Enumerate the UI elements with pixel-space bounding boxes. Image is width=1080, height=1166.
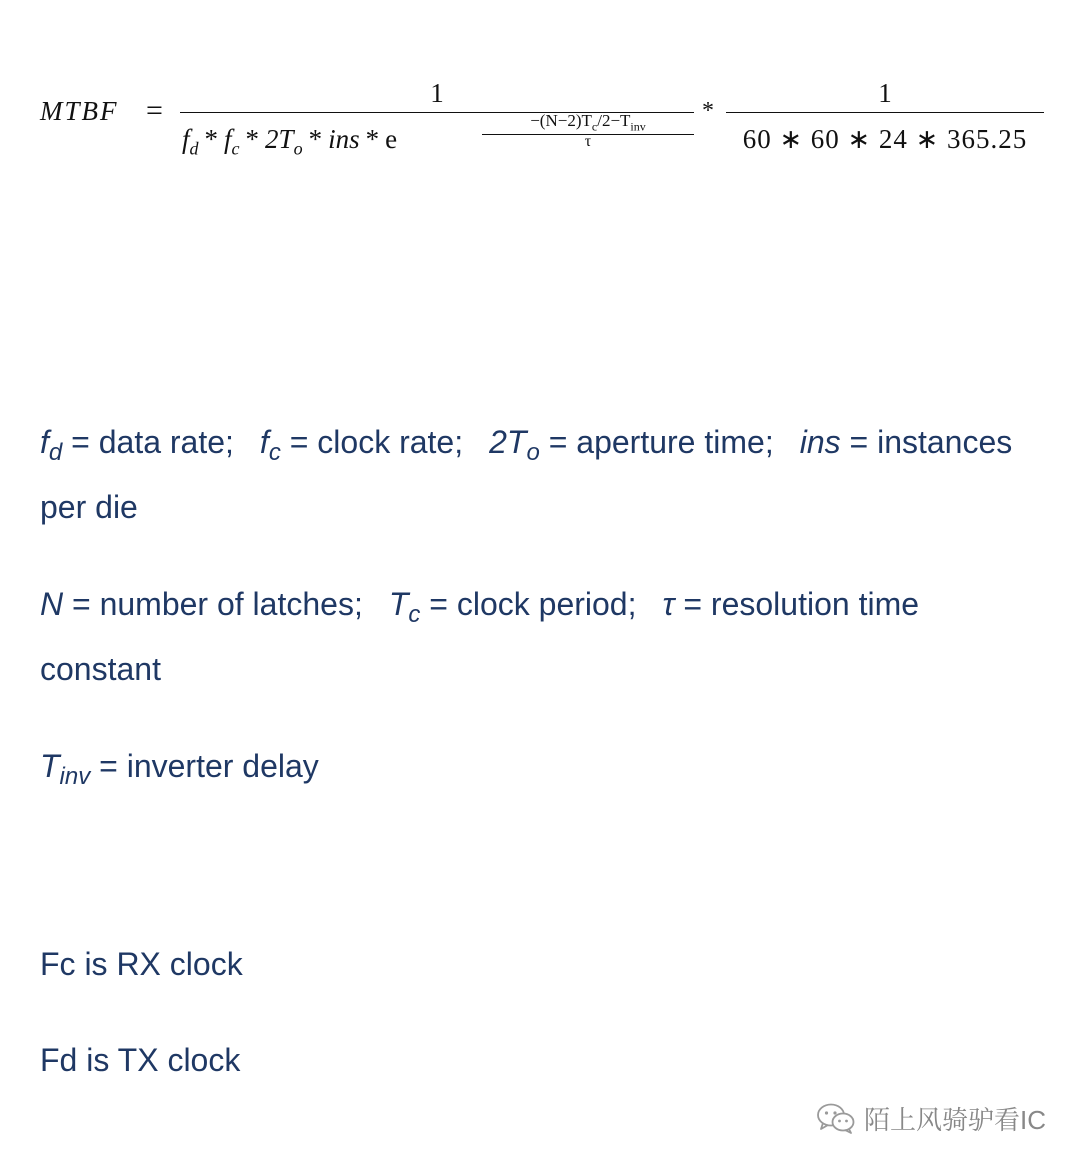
def-ins-text: = instances per die xyxy=(40,424,1013,525)
def-tc-symbol: T xyxy=(388,586,409,622)
den-fd: f xyxy=(182,124,190,154)
def-tinv-symbol: T xyxy=(40,748,60,784)
exponent-denominator: τ xyxy=(584,133,592,150)
definition-fd-fc-to-ins xyxy=(40,410,1040,540)
def-fc-text: = clock rate; xyxy=(280,424,464,460)
conversion-fraction-numerator: 1 xyxy=(878,78,892,108)
den-fc-sub: c xyxy=(231,138,240,159)
exponent-numerator xyxy=(482,111,694,134)
exp-num-a: −(N−2)T xyxy=(530,111,592,130)
def-fd-text: = data rate; xyxy=(62,424,234,460)
def-to-symbol: 2T xyxy=(489,424,527,460)
def-tau-text: = resolution time constant xyxy=(40,586,920,687)
formula-lhs: MTBF xyxy=(40,96,119,126)
den-fc: f xyxy=(224,124,232,154)
den-fd-sub: d xyxy=(189,138,199,159)
den-to: 2T xyxy=(265,124,294,154)
def-to-sub: o xyxy=(526,439,540,466)
exp-num-sub-c: c xyxy=(591,119,598,134)
den-to-sub: o xyxy=(293,138,303,159)
den-star-2: * xyxy=(245,124,260,154)
exp-num-sub-inv: inv xyxy=(630,119,646,134)
wechat-icon xyxy=(816,1102,856,1134)
watermark-text: 陌上风骑驴看IC xyxy=(863,1104,1046,1135)
def-fd-sub: d xyxy=(48,439,63,466)
exponent-fraction xyxy=(482,111,694,150)
def-tc-text: = clock period; xyxy=(420,586,637,622)
def-tinv-sub: inv xyxy=(59,763,91,790)
conversion-fraction-denominator: 60 ∗ 60 ∗ 24 ∗ 365.25 xyxy=(742,124,1028,154)
main-fraction-numerator: 1 xyxy=(430,78,444,108)
den-exp-base: e xyxy=(385,124,398,154)
def-tinv-text: = inverter delay xyxy=(90,748,319,784)
formula-times: * xyxy=(702,98,714,124)
den-ins: ins xyxy=(328,124,360,154)
formula-equals: = xyxy=(146,94,163,127)
mtbf-formula xyxy=(40,70,1050,180)
def-to-text: = aperture time; xyxy=(539,424,774,460)
exp-num-b: /2−T xyxy=(597,111,631,130)
conversion-fraction-bar xyxy=(726,112,1044,113)
fd-note: Fd is TX clock xyxy=(40,1042,241,1078)
den-star-3: * xyxy=(308,124,323,154)
def-tau-symbol: τ xyxy=(662,586,675,622)
fc-note: Fc is RX clock xyxy=(40,946,243,982)
def-fd-symbol: f xyxy=(40,424,49,460)
def-ins-symbol: ins xyxy=(799,424,841,460)
def-tc-sub: c xyxy=(408,601,421,628)
definition-tinv xyxy=(40,734,1040,799)
def-fc-symbol: f xyxy=(259,424,269,460)
den-star-1: * xyxy=(204,124,219,154)
watermark xyxy=(816,1098,1046,1138)
definition-n-tc-tau xyxy=(40,572,1040,702)
def-n-symbol: N xyxy=(40,586,64,622)
den-star-4: * xyxy=(365,124,380,154)
def-fc-sub: c xyxy=(268,439,281,466)
def-n-text: = number of latches; xyxy=(63,586,363,622)
